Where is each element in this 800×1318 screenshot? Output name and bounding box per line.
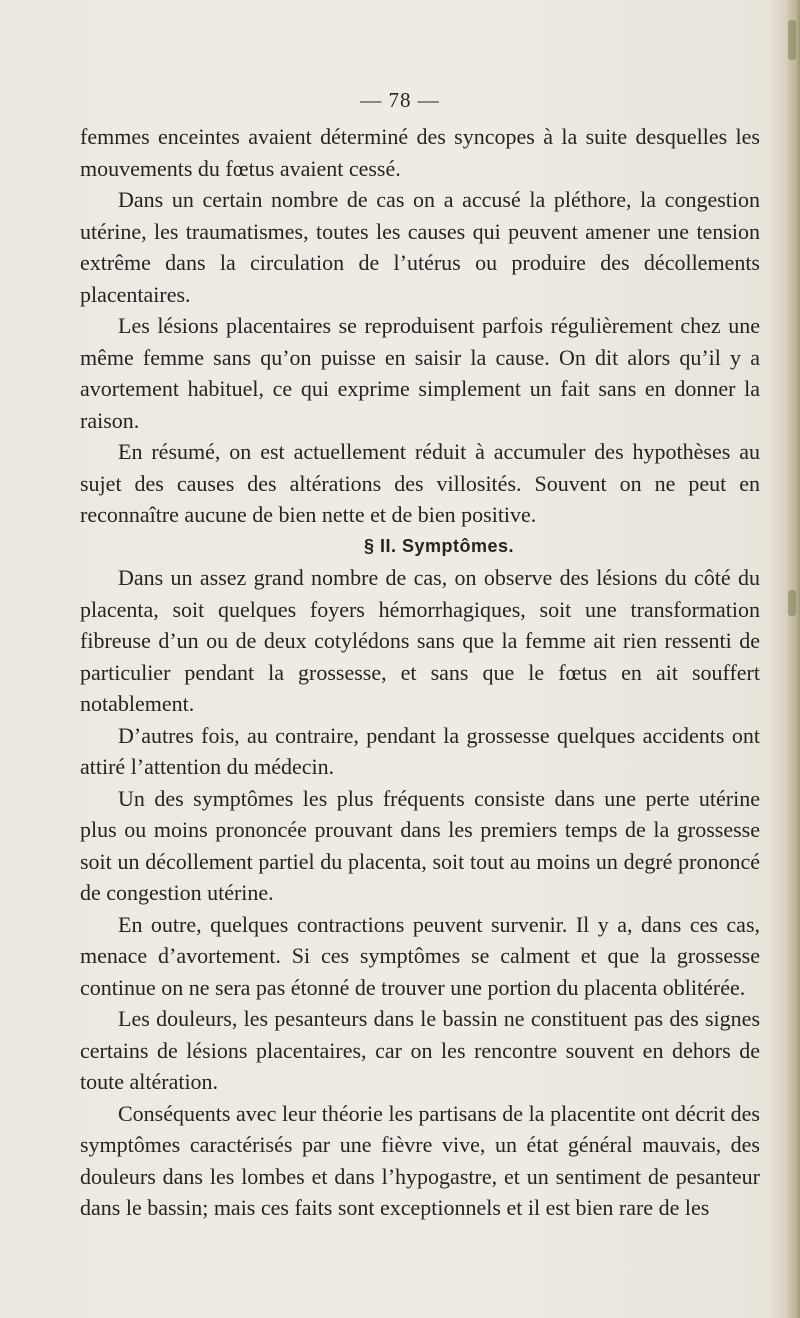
section-heading: § II. Symptômes. (363, 535, 515, 556)
paragraph: Les lésions placentaires se reproduisent parfois régulièrement chez une même femme sans qu’on puisse en saisir la cause. On dit alors qu’il y a avortement habituel, ce qui exprime simplement un fait sans en donner la raison. (80, 313, 760, 433)
paragraph: Dans un certain nombre de cas on a accusé la pléthore, la congestion utérine, les traumatismes, toutes les causes qui peuvent amener une tension extrême dans la circulation de l’utérus ou produire des décollements placentaires. (80, 187, 760, 307)
paragraph: Conséquents avec leur théorie les partisans de la placentite ont décrit des symptômes caractérisés par une fièvre vive, un état général mauvais, des douleurs dans les lombes et dans l’hypogastre, et un sentiment de pesanteur dans le bassin; mais ces faits sont exceptionnels et il est bien rare de les (80, 1100, 760, 1220)
paragraph: D’autres fois, au contraire, pendant la grossesse quelques accidents ont attiré l’attention du médecin. (80, 722, 760, 779)
page-edge-shadow (786, 0, 800, 1318)
paragraph: Un des symptômes les plus fréquents consiste dans une perte utérine plus ou moins prononcée prouvant dans les premiers temps de la grossesse soit un décollement partiel du placenta, soit tout au moins un degré prononcé de congestion utérine. (80, 785, 760, 905)
paragraph: En résumé, on est actuellement réduit à accumuler des hypothèses au sujet des causes des altérations des villosités. Souvent on ne peut en reconnaître aucune de bien nette et de bien positive. (80, 439, 760, 527)
page-edge-stain (788, 20, 796, 60)
paragraph: Les douleurs, les pesanteurs dans le bassin ne constituent pas des signes certains de lésions placentaires, car on les rencontre souvent en dehors de toute altération. (80, 1006, 760, 1094)
paragraph: En outre, quelques contractions peuvent survenir. Il y a, dans ces cas, menace d’avortement. Si ces symptômes se calment et que la grossesse continue on ne sera pas étonné de trouver une portion du placenta oblitérée. (80, 911, 760, 1000)
body-text (80, 121, 760, 1224)
paragraph: Dans un assez grand nombre de cas, on observe des lésions du côté du placenta, soit quelques foyers hémorrhagiques, soit une transformation fibreuse d’un ou de deux cotylédons sans que la femme ait rien ressenti de particulier pendant la grossesse, et sans que le fœtus en ait souffert notablement. (80, 565, 760, 716)
page-number: — 78 — (360, 88, 440, 112)
page-edge-stain (788, 590, 796, 616)
paragraph: femmes enceintes avaient déterminé des syncopes à la suite desquelles les mouvements du fœtus avaient cessé. (80, 124, 760, 181)
